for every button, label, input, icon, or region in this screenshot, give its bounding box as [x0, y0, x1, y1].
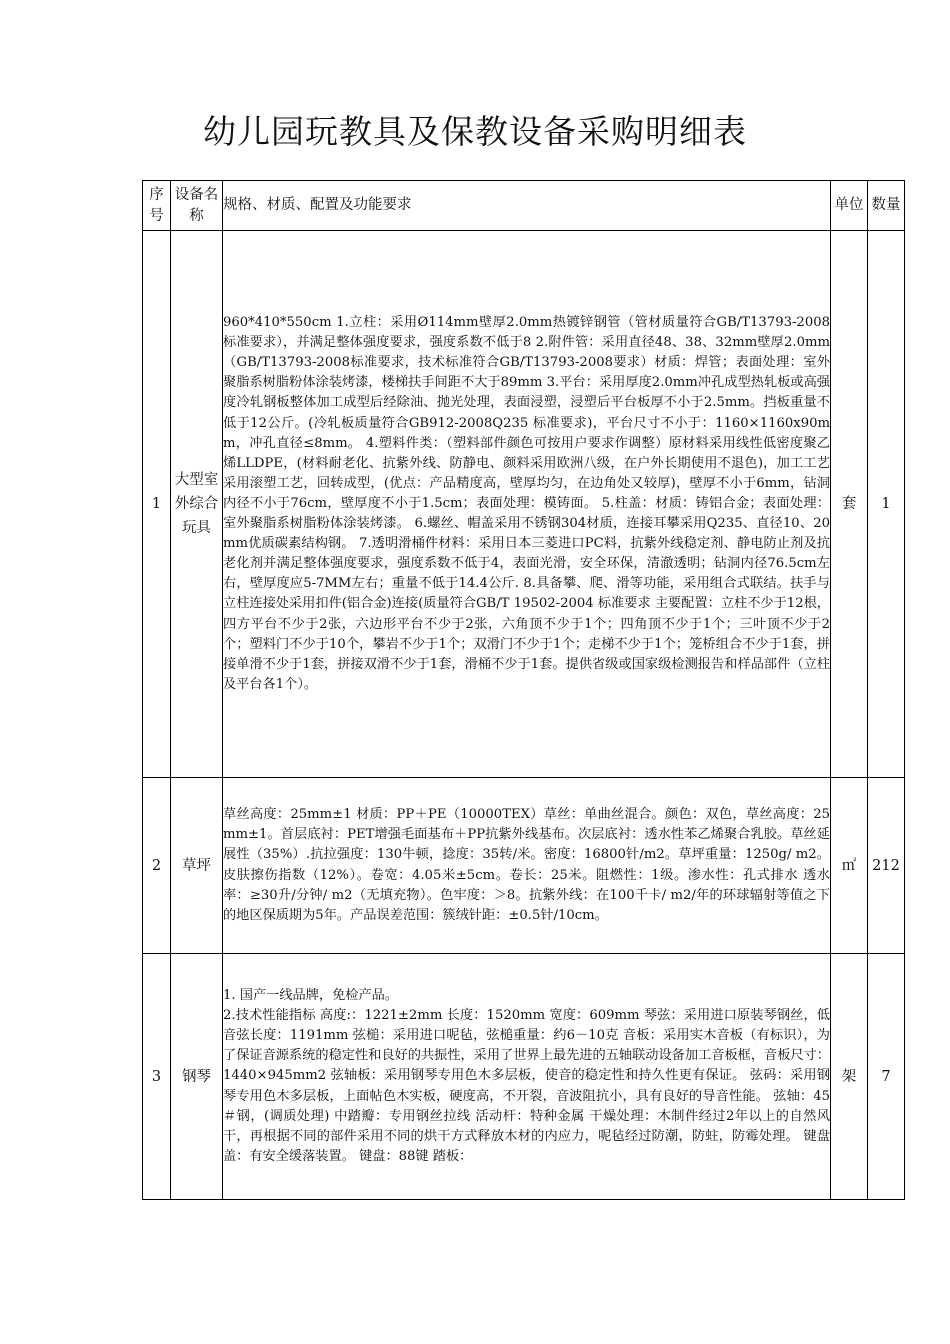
row-qty: 7	[868, 954, 905, 1200]
row-index: 1	[143, 231, 171, 778]
row-name: 草坪	[171, 778, 223, 954]
spec-paragraph: 1. 国产一线品牌，免检产品。	[223, 988, 399, 1004]
table-row	[143, 231, 905, 778]
row-unit: 架	[831, 954, 868, 1200]
page-title: 幼儿园玩教具及保教设备采购明细表	[203, 112, 747, 151]
table-row	[143, 954, 905, 1200]
row-spec	[223, 954, 831, 1200]
row-spec	[223, 231, 831, 778]
header-name: 设备名称	[171, 181, 223, 231]
row-unit: 套	[831, 231, 868, 778]
header-row	[143, 181, 905, 231]
row-unit: ㎡	[831, 778, 868, 954]
header-qty: 数量	[868, 181, 905, 231]
spec-paragraph: 960*410*550cm 1.立柱：采用Ø114mm壁厚2.0mm热镀锌钢管（管材质量符合GB/T13793-2008标准要求），并满足整体强度要求，强度系数不低于8 2.附件管：采用直径48、38、32mm壁厚2.0mm（GB/T13793-2008标准要求，技术标准符合GB/T13793-2008要求）材质：焊管；表面处理：室外聚脂系树脂粉体涂装烤漆，楼梯扶手间距不大于89mm 3.平台：采用厚度2.0mm冲孔成型热轧板或高强度冷轧钢板整体加工成型后经除油、抛光处理，表面浸塑，浸塑后平台板厚不小于2.5mm。挡板重量不低于12公斤。(冷轧板质量符合GB912-2008Q235 标准要求)，平台尺寸不小于：1160×1160x90mm，冲孔直径≤8mm。 4.塑料件类：（塑料部件颜色可按用户要求作调整）原材料采用线性低密度聚乙烯LLDPE，(材料耐老化、抗紫外线、防静电、颜料采用欧洲八级，在户外长期使用不退色)，加工工艺采用滚塑工艺，回转成型，(优点：产品精度高，壁厚均匀，在边角处又较厚)，壁厚不小于6mm，钻洞内径不小于76cm，壁厚度不小于1.5cm；表面处理：模铸面。 5.柱盖：材质：铸铝合金；表面处理：室外聚脂系树脂粉体涂装烤漆。 6.螺丝、帽盖采用不锈钢304材质，连接耳攀采用Q235、直径10、20mm优质碳素结构钢。 7.透明滑桶件材料：采用日本三菱进口PC料，抗紫外线稳定剂、静电防止剂及抗老化剂并满足整体强度要求，强度系数不低于4，表面光滑，安全环保，清澈透明；钻洞内径76.5cm左右，壁厚度应5-7MM左右；重量不低于14.4公斤. 8.具备攀、爬、滑等功能，采用组合式联结。扶手与立柱连接处采用扣件(铝合金)连接(质量符合GB/T 19502-2004 标准要求 主要配置：立柱不少于12根，四方平台不少于2张，六边形平台不少于2张，六角顶不少于1个；四角顶不少于1个；三叶顶不少于2个；塑料门不少于10个，攀岩不少于1个；双滑门不少于1个；走梯不少于1个；笼桥组合不少于1套，拼接单滑不少于1套，拼接双滑不少于1套，滑桶不少于1套。提供省级或国家级检测报告和样品部件（立柱及平台各1个）。	[223, 315, 830, 692]
header-index: 序号	[143, 181, 171, 231]
header-unit: 单位	[831, 181, 868, 231]
procurement-table	[142, 180, 905, 1200]
row-qty: 1	[868, 231, 905, 778]
header-spec: 规格、材质、配置及功能要求	[223, 181, 831, 231]
table-row	[143, 778, 905, 954]
row-index: 2	[143, 778, 171, 954]
row-name: 大型室外综合玩具	[171, 231, 223, 778]
row-name: 钢琴	[171, 954, 223, 1200]
spec-paragraph: 2.技术性能指标 高度:：1221±2mm 长度：1520mm 宽度：609mm 琴弦：采用进口原装琴钢丝，低音弦长度：1191mm 弦槌：采用进口呢毡，弦槌重量：约6－10克 音板：采用实木音板（有标识），为了保证音源系统的稳定性和良好的共振性，采用了世界上最先进的五轴联动设备加工音板框，音板尺寸：1440×945mm2 弦轴板：采用钢琴专用色木多层板，使音的稳定性和持久性更有保证。 弦码：采用钢琴专用色木多层板，上面帖色木实板，硬度高，不开裂，音波阻抗小，具有良好的导音性能。 弦轴：45＃钢，(调质处理) 中踏瓣：专用钢丝拉线 活动杆：特种金属 干燥处理：木制件经过2年以上的自然风干，再根据不同的部件采用不同的烘干方式释放木材的内应力，呢毡经过防潮，防蛀，防霉处理。 键盘盖：有安全缓落装置。 键盘：88键 踏板：	[223, 1008, 830, 1164]
row-index: 3	[143, 954, 171, 1200]
row-qty: 212	[868, 778, 905, 954]
spec-paragraph: 草丝高度：25mm±1 材质：PP＋PE（10000TEX）草丝：单曲丝混合。颜色：双色，草丝高度：25mm±1。首层底衬：PET增强毛面基布＋PP抗紫外线基布。次层底衬：透水性苯乙烯聚合乳胶。草丝延展性（35%）.抗拉强度：130牛顿，捻度：35转/米。密度：16800针/m2。草坪重量：1250g/ m2。皮肤擦伤指数（12%）。卷宽：4.05米±5cm。卷长：25米。阻燃性：1级。渗水性：孔式排水 透水率：≥30升/分钟/ m2（无填充物）。色牢度：＞8。抗紫外线：在100千卡/ m2/年的环球辐射等值之下的地区保质期为5年。产品误差范围：簇绒针距：±0.5针/10cm。	[223, 807, 830, 923]
row-spec	[223, 778, 831, 954]
